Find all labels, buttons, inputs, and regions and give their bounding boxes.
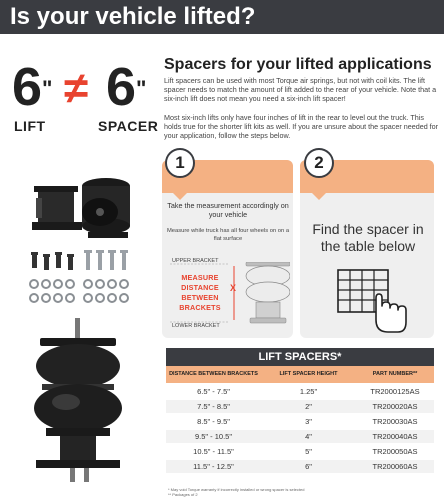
page-title: Is your vehicle lifted? [10, 3, 256, 30]
part-number-cell: TR200030AS [372, 417, 418, 426]
column-header-part-number: PART NUMBER** [372, 371, 418, 377]
part-number-cell: TR200060AS [372, 462, 418, 471]
table-header-row [166, 366, 434, 383]
height-cell: 2" [305, 402, 312, 411]
not-equal-icon: ≠ [64, 64, 89, 113]
part-number-cell: TR200050AS [372, 447, 418, 456]
intro-paragraph: Lift spacers can be used with most Torque air springs, but not with coil kits. The lift spacer needs to match the amount of lift added to the rear of your vehicle. Note that a six-inch lift does not mean you need a six-inch lift spacer! [164, 76, 437, 103]
table-row [166, 415, 434, 428]
distance-cell: 11.5" - 12.5" [193, 462, 234, 471]
lower-bracket-label: LOWER BRACKET [172, 323, 220, 329]
section-heading: Spacers for your lifted applications [164, 56, 432, 73]
step-1-subtext: Measure while truck has all four wheels on on a flat surface [166, 228, 290, 242]
table-title: LIFT SPACERS* [166, 348, 434, 366]
x-measure-mark: X [230, 283, 237, 293]
part-number-cell: TR200040AS [372, 432, 418, 441]
part-number-cell: TR2000125AS [370, 387, 420, 396]
table-row [166, 445, 434, 458]
lift-info-paragraph: Most six-inch lifts only have four inches of lift in the rear to level out the truck. This holds true for the shorter lift kits as well. If you are unsure about the spacer needed for your application, follow the steps below. [164, 113, 439, 140]
step-2-notch [312, 193, 326, 200]
step-1-notch [173, 193, 187, 200]
table-row [166, 460, 434, 473]
step-2-badge: 2 [304, 148, 334, 178]
height-cell: 4" [305, 432, 312, 441]
lift-spacer-product-image [28, 172, 136, 250]
spacer-number: 6" [106, 57, 147, 117]
footnote-warranty: * May void Torque warranty if incorrectly installed or wrong spacer is selected [168, 487, 305, 492]
distance-cell: 10.5" - 11.5" [193, 447, 234, 456]
hardware-kit-image [22, 250, 142, 310]
distance-cell: 6.5" - 7.5" [197, 387, 230, 396]
height-cell: 5" [305, 447, 312, 456]
column-header-distance: DISTANCE BETWEEN BRACKETS [169, 371, 258, 377]
height-cell: 3" [305, 417, 312, 426]
step-1-badge: 1 [165, 148, 195, 178]
measure-distance-label: MEASURE DISTANCE BETWEEN BRACKETS [179, 273, 221, 312]
lift-number: 6" [12, 57, 53, 117]
table-row [166, 385, 434, 398]
distance-cell: 8.5" - 9.5" [197, 417, 230, 426]
upper-bracket-label: UPPER BRACKET [172, 258, 219, 264]
step-2-instruction: Find the spacer in the table below [312, 221, 424, 254]
distance-cell: 7.5" - 8.5" [197, 402, 230, 411]
part-number-cell: TR200020AS [372, 402, 418, 411]
table-row [166, 400, 434, 413]
table-pointer-icon [336, 268, 412, 336]
distance-cell: 9.5" - 10.5" [194, 432, 232, 441]
step-1-instruction: Take the measurement accordingly on your vehicle [167, 201, 289, 219]
table-row [166, 430, 434, 443]
lift-label: LIFT [14, 118, 46, 134]
footnote-packages: ** Packages of 2 [168, 492, 198, 497]
spring-diagram-icon [170, 262, 290, 324]
height-cell: 1.25" [299, 387, 318, 396]
air-spring-image [30, 318, 126, 486]
column-header-height: LIFT SPACER HEIGHT [279, 371, 338, 377]
spacer-label: SPACER [98, 118, 159, 134]
height-cell: 6" [305, 462, 312, 471]
